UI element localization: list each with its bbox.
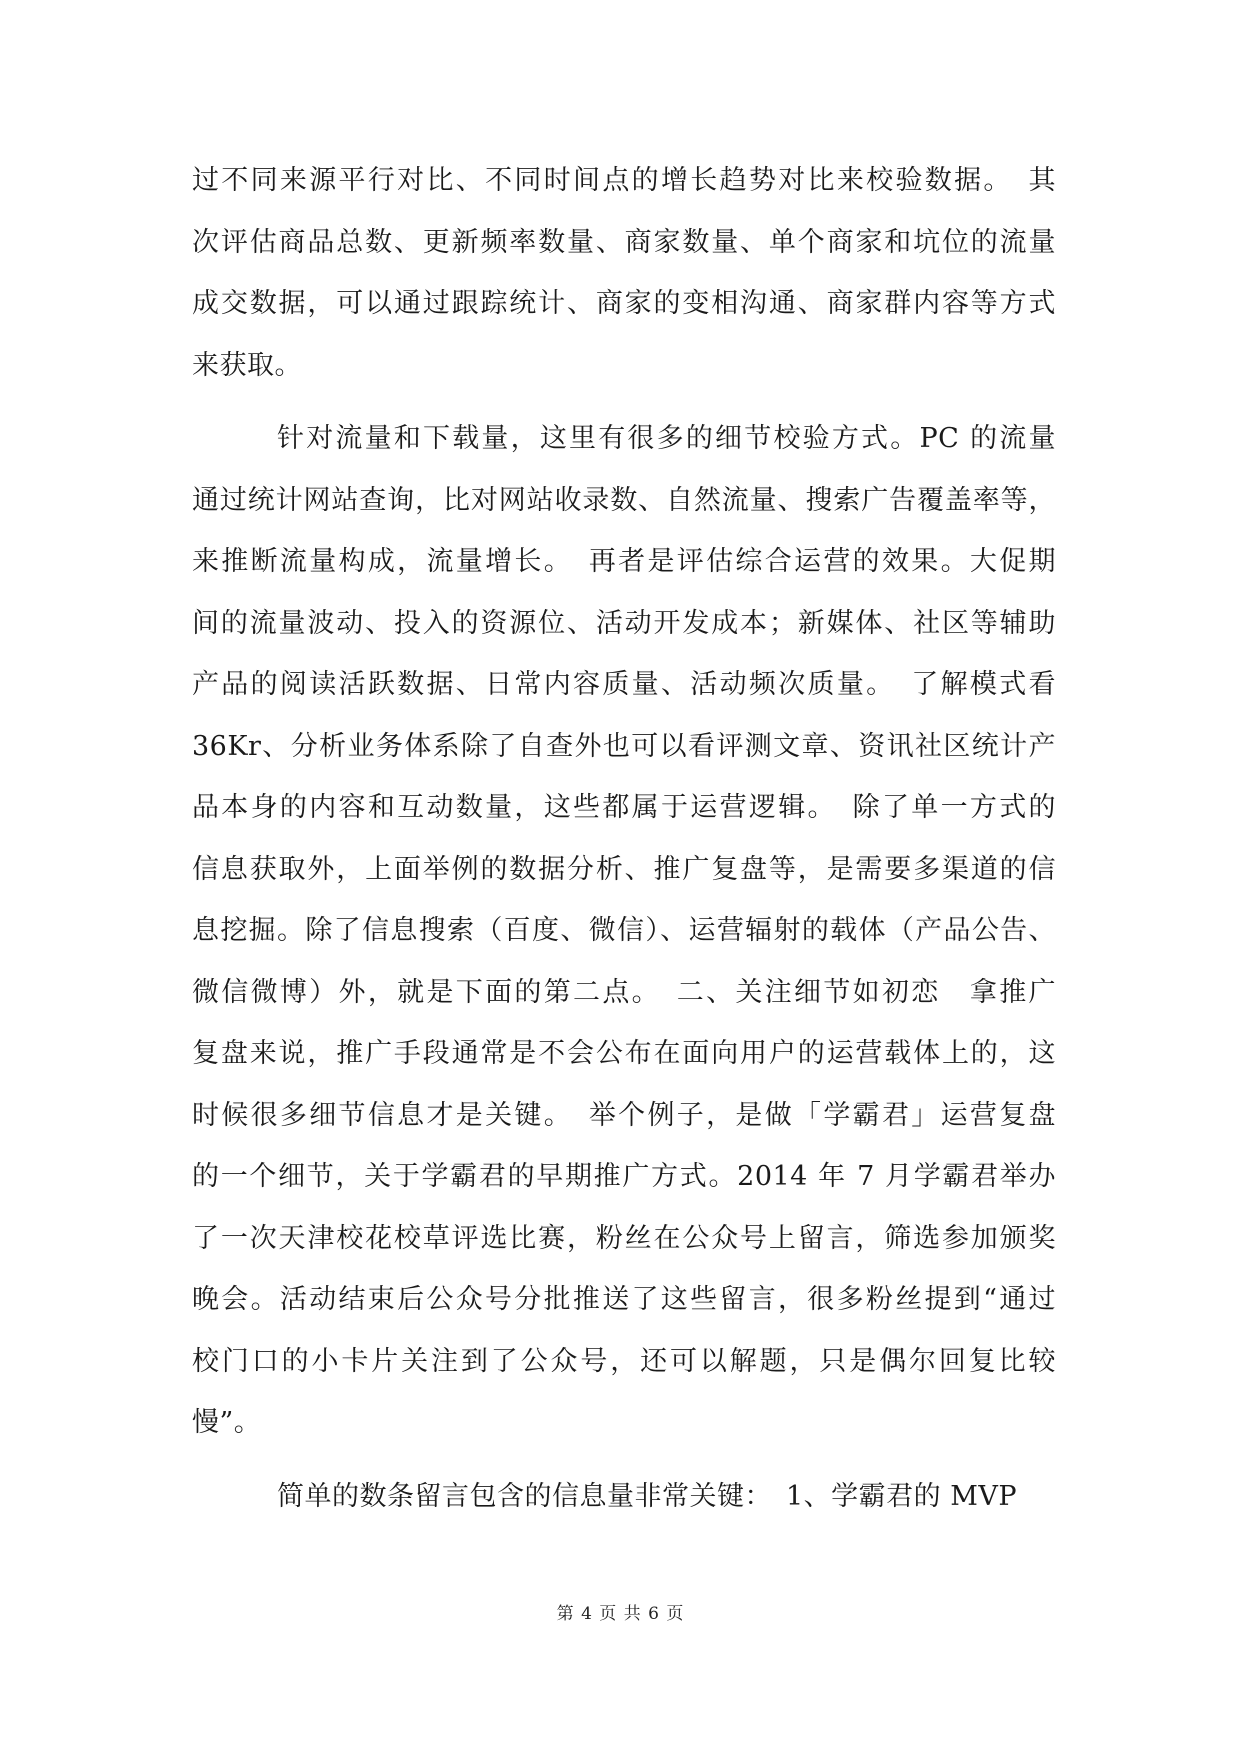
paragraph-gap (192, 396, 1056, 408)
text-line: 过不同来源平行对比、不同时间点的增长趋势对比来校验数据。 其 (192, 165, 1056, 196)
paragraph (192, 1466, 1056, 1528)
text-line: 来获取。 (192, 349, 302, 381)
text-line: 针对流量和下载量，这里有很多的细节校验方式。PC 的流量 (277, 423, 1056, 454)
text-line: 36Kr、分析业务体系除了自查外也可以看评测文章、资讯社区统计产 (192, 730, 1056, 762)
text-line: 复盘来说，推广手段通常是不会公布在面向用户的运营载体上的，这 (192, 1038, 1056, 1069)
text-line: 慢”。 (192, 1407, 262, 1438)
paragraph (192, 408, 1056, 1454)
text-line: 的一个细节，关于学霸君的早期推广方式。2014 年 7 月学霸君举办 (192, 1161, 1056, 1192)
text-line: 简单的数条留言包含的信息量非常关键： 1、学霸君的 MVP (277, 1480, 1018, 1512)
page-footer: 第 4 页 共 6 页 (556, 1604, 685, 1624)
text-line: 了一次天津校花校草评选比赛，粉丝在公众号上留言，筛选参加颁奖 (192, 1222, 1056, 1254)
text-line: 品本身的内容和互动数量，这些都属于运营逻辑。 除了单一方式的 (192, 792, 1056, 823)
text-line: 校门口的小卡片关注到了公众号，还可以解题，只是偶尔回复比较 (192, 1345, 1056, 1377)
text-line: 间的流量波动、投入的资源位、活动开发成本；新媒体、社区等辅助 (192, 607, 1056, 639)
text-line: 产品的阅读活跃数据、日常内容质量、活动频次质量。 了解模式看 (192, 669, 1056, 700)
text-line: 微信微博）外，就是下面的第二点。 二、关注细节如初恋 拿推广 (192, 976, 1056, 1008)
text-line: 时候很多细节信息才是关键。 举个例子，是做「学霸君」运营复盘 (192, 1099, 1056, 1131)
paragraph-gap (192, 1454, 1056, 1466)
text-line: 次评估商品总数、更新频率数量、商家数量、单个商家和坑位的流量 (192, 226, 1056, 258)
paragraph (192, 150, 1056, 396)
text-line: 通过统计网站查询，比对网站收录数、自然流量、搜索广告覆盖率等， (192, 484, 1056, 516)
text-line: 信息获取外，上面举例的数据分析、推广复盘等，是需要多渠道的信 (192, 853, 1056, 885)
text-line: 来推断流量构成，流量增长。 再者是评估综合运营的效果。大促期 (192, 546, 1056, 577)
text-line: 晚会。活动结束后公众号分批推送了这些留言，很多粉丝提到“通过 (192, 1284, 1056, 1315)
text-line: 成交数据，可以通过跟踪统计、商家的变相沟通、商家群内容等方式 (192, 288, 1056, 319)
text-line: 息挖掘。除了信息搜索（百度、微信）、运营辐射的载体（产品公告、 (192, 915, 1056, 946)
document-body (192, 150, 1056, 1527)
